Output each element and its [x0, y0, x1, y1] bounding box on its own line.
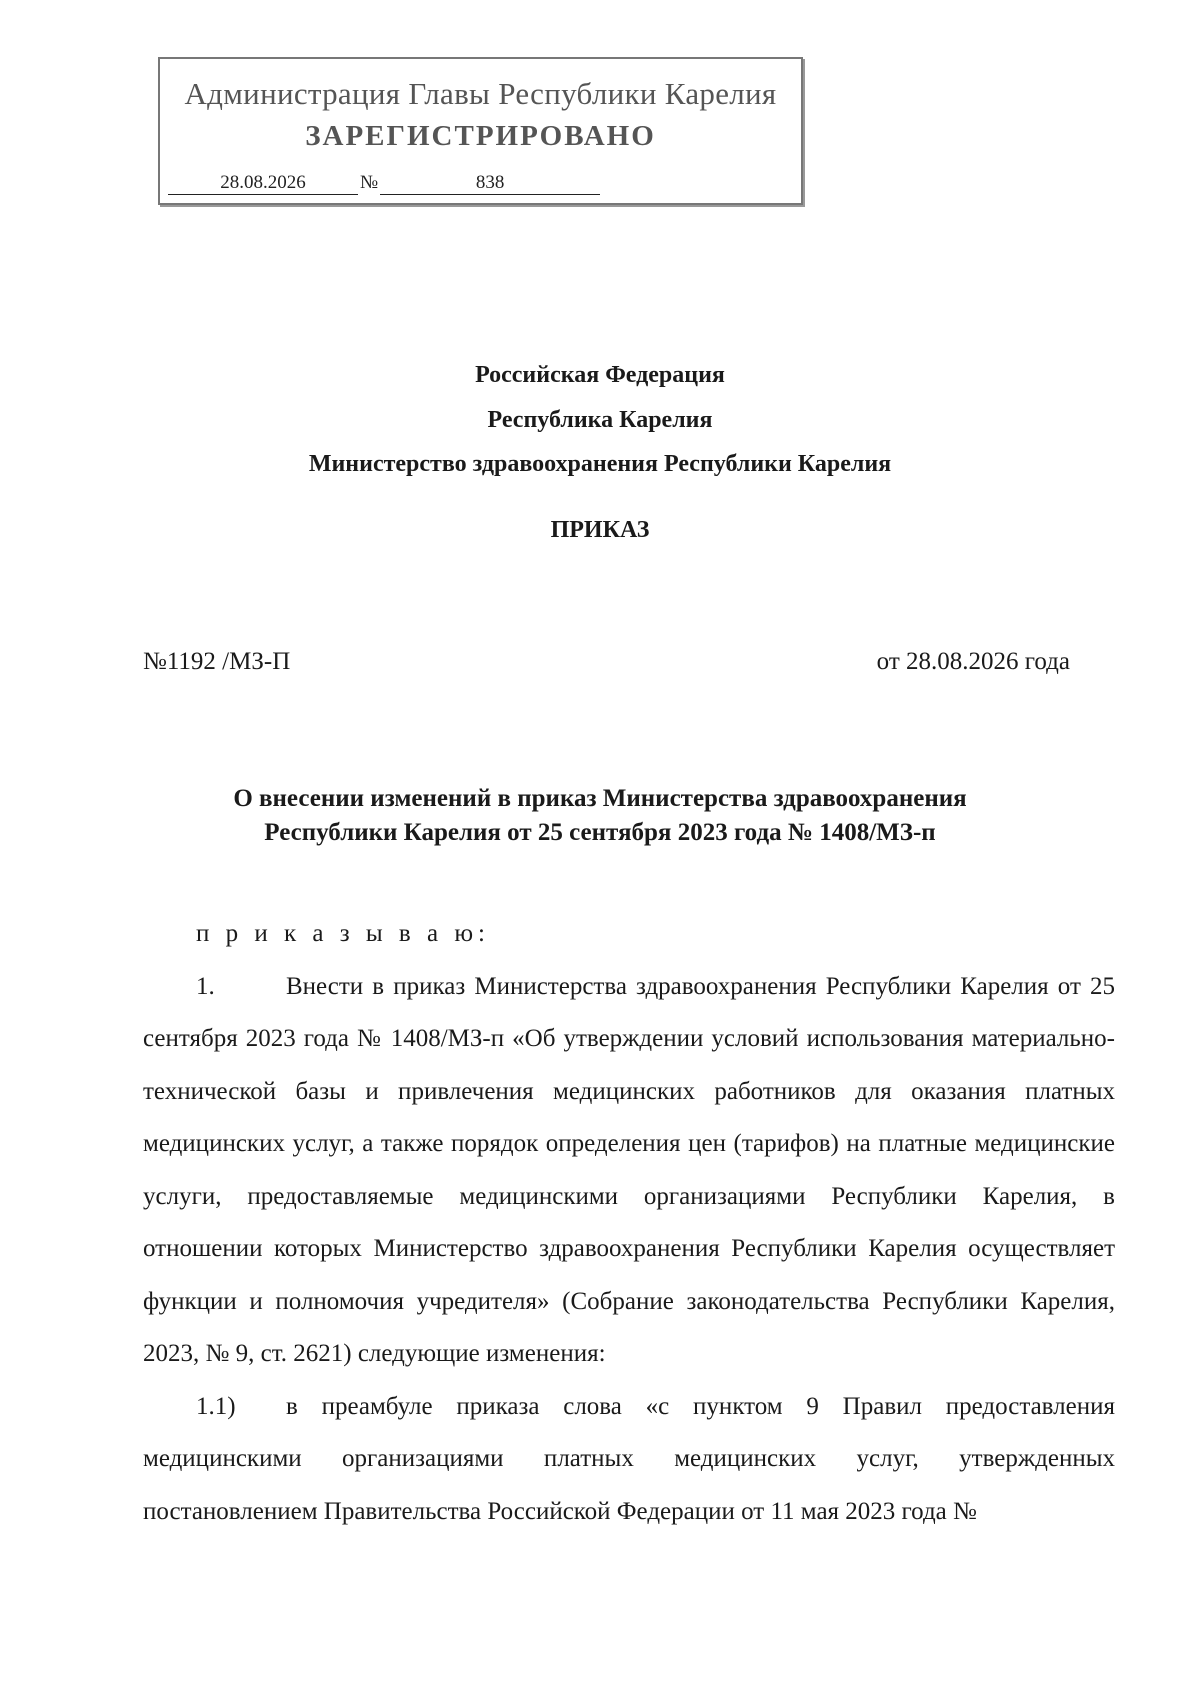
- item-1-1-label: 1.1): [196, 1392, 236, 1420]
- stamp-organization: Администрация Главы Республики Карелия: [184, 76, 777, 111]
- stamp-status: ЗАРЕГИСТРИРОВАНО: [305, 120, 656, 152]
- directive-text: п р и к а з ы в а ю:: [196, 920, 490, 947]
- stamp-reg-no-label: №: [360, 172, 379, 193]
- title-line-1: О внесении изменений в приказ Министерства здравоохранения: [233, 785, 967, 812]
- document-body: [143, 908, 1115, 1538]
- header-doc-type: ПРИКАЗ: [550, 517, 650, 543]
- directive: [143, 908, 1115, 961]
- stamp-reg-date: 28.08.2026: [168, 172, 358, 195]
- header-ministry: Министерство здравоохранения Республики Карелия: [308, 451, 892, 477]
- stamp-registration-line: [168, 172, 600, 195]
- order-date: от 28.08.2026 года: [876, 648, 1070, 675]
- order-number: №1192 /МЗ-П: [143, 648, 291, 675]
- registration-stamp: [158, 57, 803, 205]
- paragraph-item-1: [143, 961, 1115, 1381]
- title-line-2: Республики Карелия от 25 сентября 2023 года № 1408/МЗ-п: [264, 819, 936, 846]
- stamp-reg-number: 838: [380, 172, 600, 195]
- item-1-label: 1.: [196, 972, 215, 1000]
- item-1-1-text: в преамбуле приказа слова «с пунктом 9 Правил предоставления медицинскими организациями платных медицинских услуг, утвержденных постановлением Правительства Российской Федерации от 11 мая 2023 года №: [143, 1392, 1115, 1525]
- paragraph-item-1-1: [143, 1381, 1115, 1539]
- item-1-text: Внести в приказ Министерства здравоохранения Республики Карелия от 25 сентября 2023 года № 1408/МЗ-п «Об утверждении условий использования материально-технической базы и привлечения медицинских работников для оказания платных медицинских услуг, а также порядок определения цен (тарифов) на платные медицинские услуги, предоставляемые медицинскими организациями Республики Карелия, в отношении которых Министерство здравоохранения Республики Карелия осуществляет функции и полномочия учредителя» (Собрание законодательства Республики Карелия, 2023, № 9, ст. 2621) следующие изменения:: [143, 972, 1115, 1367]
- header-country: Российская Федерация: [475, 362, 725, 388]
- header-region: Республика Карелия: [487, 407, 713, 433]
- document-title: [140, 782, 1060, 850]
